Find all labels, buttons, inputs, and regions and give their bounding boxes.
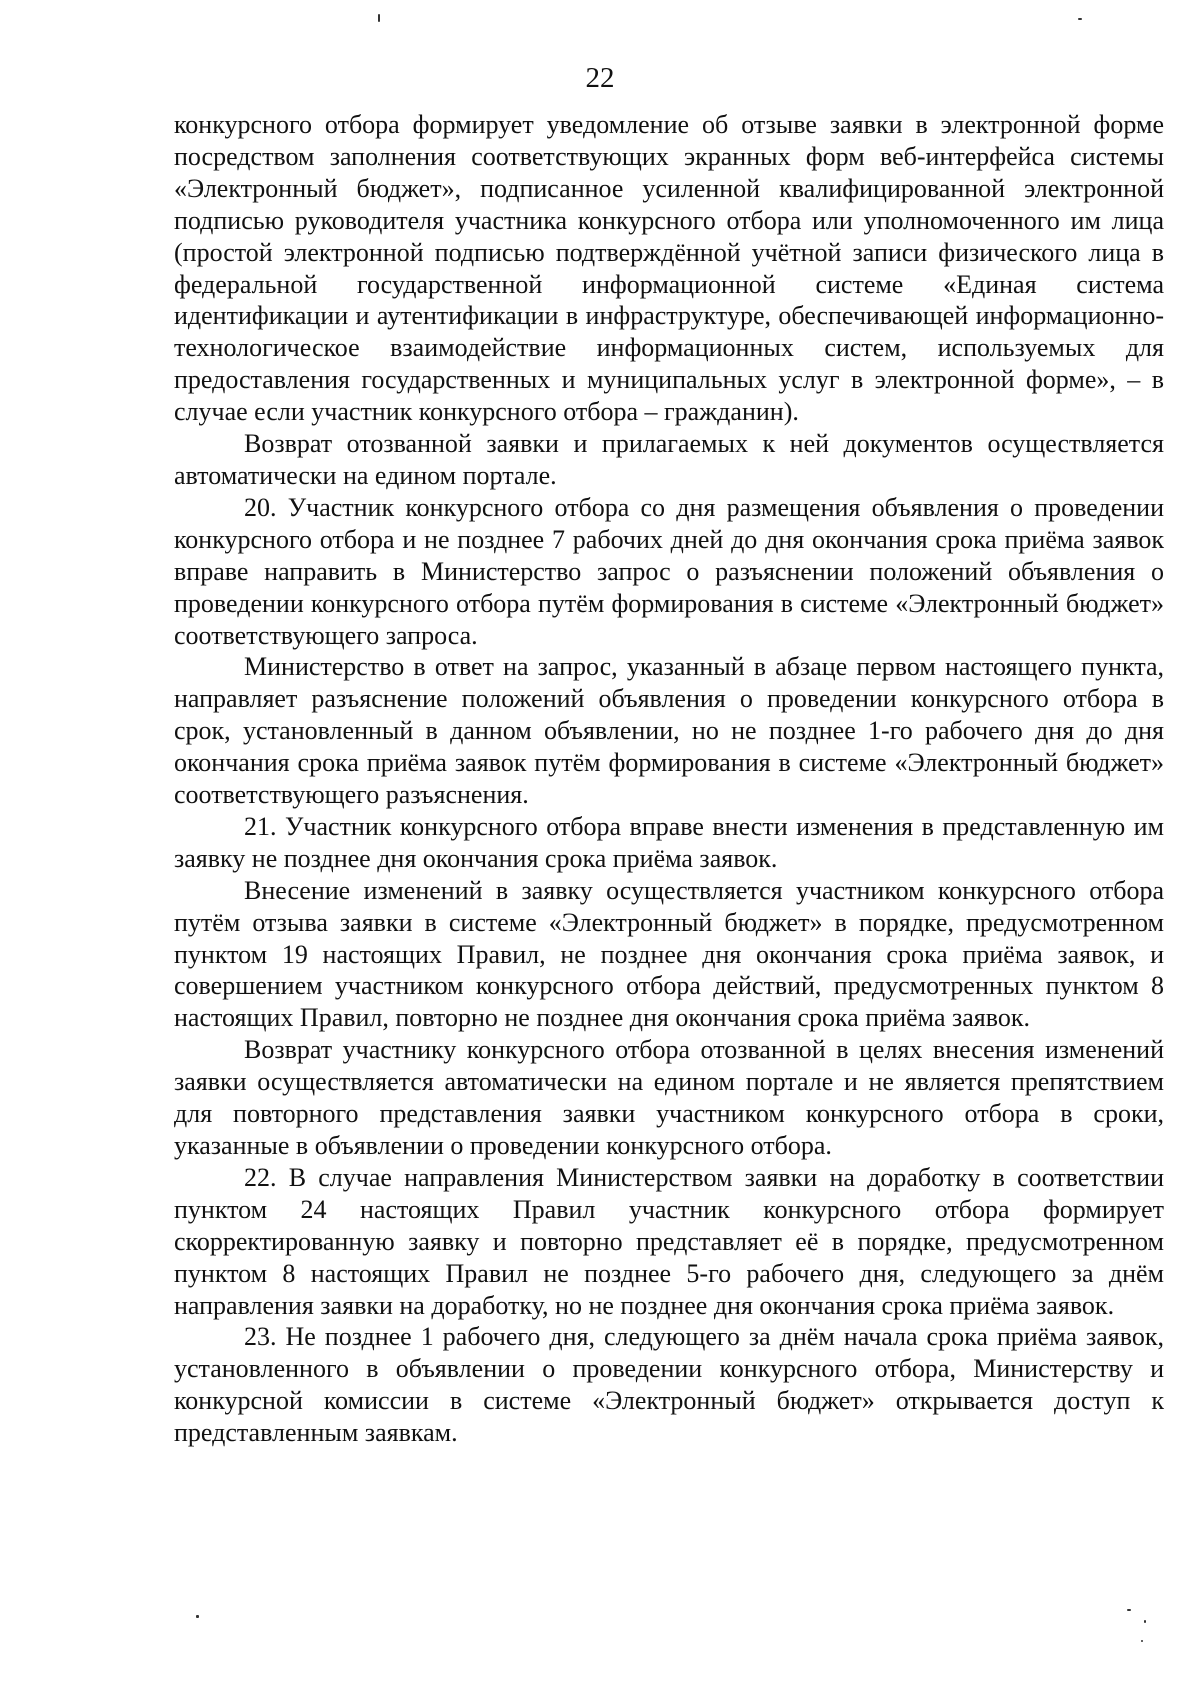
scan-speck <box>1078 18 1082 20</box>
scan-speck <box>1127 1609 1131 1611</box>
paragraph-making-changes: Внесение изменений в заявку осуществляется участником конкурсного отбора путём отзыва заявки в системе «Электронный бюджет» в порядке, предусмотренном пунктом 19 настоящих Правил, не позднее дня окончания срока приёма заявок, и совершением участником конкурсного отбора действий, предусмотренных пунктом 8 настоящих Правил, повторно не позднее дня окончания срока приёма заявок. <box>174 875 1164 1033</box>
document-body <box>174 109 1164 1449</box>
scan-speck <box>1144 1620 1146 1623</box>
paragraph-item-23: 23. Не позднее 1 рабочего дня, следующего за днём начала срока приёма заявок, установленного в объявлении о проведении конкурсного отбора, Министерству и конкурсной комиссии в системе «Электронный бюджет» открывается доступ к представленным заявкам. <box>174 1322 1164 1448</box>
paragraph-return-for-changes: Возврат участнику конкурсного отбора отозванной в целях внесения изменений заявки осуществляется автоматически на едином портале и не является препятствием для повторного представления заявки участником конкурсного отбора в сроки, указанные в объявлении о проведении конкурсного отбора. <box>174 1035 1164 1160</box>
page-number: 22 <box>585 62 615 94</box>
paragraph-item-22: 22. В случае направления Министерством заявки на доработку в соответствии пунктом 24 настоящих Правил участник конкурсного отбора формирует скорректированную заявку и повторно представляет её в порядке, предусмотренном пунктом 8 настоящих Правил не позднее 5-го рабочего дня, следующего за днём направления заявки на доработку, но не позднее дня окончания срока приёма заявок. <box>174 1162 1164 1320</box>
scan-speck <box>196 1615 199 1618</box>
scan-speck <box>1141 1640 1143 1642</box>
scan-speck <box>378 14 380 22</box>
paragraph-ministry-response: Министерство в ответ на запрос, указанный в абзаце первом настоящего пункта, направляет разъяснение положений объявления о проведении конкурсного отбора в срок, установленный в данном объявлении, но не позднее 1-го рабочего дня до дня окончания срока приёма заявок путём формирования в системе «Электронный бюджет» соответствующего разъяснения. <box>174 652 1164 810</box>
paragraph-return-of-application: Возврат отозванной заявки и прилагаемых к ней документов осуществляется автоматически на едином портале. <box>174 429 1164 490</box>
paragraph-item-20: 20. Участник конкурсного отбора со дня размещения объявления о проведении конкурсного отбора и не позднее 7 рабочих дней до дня окончания срока приёма заявок вправе направить в Министерство запрос о разъяснении положений объявления о проведении конкурсного отбора путём формирования в системе «Электронный бюджет» соответствующего запроса. <box>174 492 1164 650</box>
paragraph-item-21: 21. Участник конкурсного отбора вправе внести изменения в представленную им заявку не позднее дня окончания срока приёма заявок. <box>174 811 1164 873</box>
paragraph-continuation: конкурсного отбора формирует уведомление об отзыве заявки в электронной форме посредством заполнения соответствующих экранных форм веб-интерфейса системы «Электронный бюджет», подписанное усиленной квалифицированной электронной подписью руководителя участника конкурсного отбора или уполномоченного им лица (простой электронной подписью подтверждённой учётной записи физического лица в федеральной государственной информационной системе «Единая система идентификации и аутентификации в инфраструктуре, обеспечивающей информационно-технологическое взаимодействие информационных систем, используемых для предоставления государственных и муниципальных услуг в электронной форме», – в случае если участник конкурсного отбора – гражданин). <box>174 110 1164 427</box>
